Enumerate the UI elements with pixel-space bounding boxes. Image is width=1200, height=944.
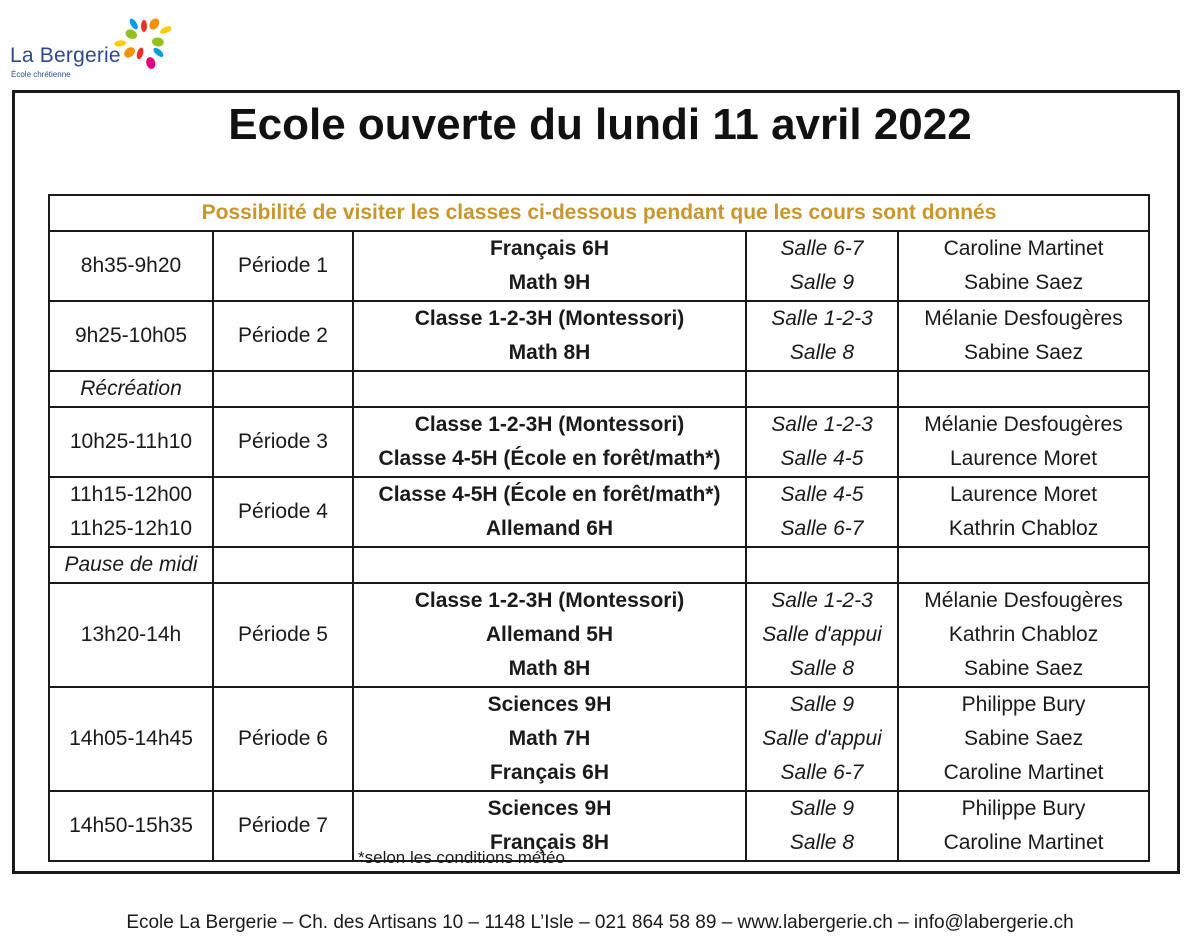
teacher-cell-line: Mélanie Desfougères (924, 589, 1123, 612)
teacher-cell (898, 407, 1149, 477)
teacher-cell-line: Sabine Saez (963, 657, 1084, 680)
teacher-cell (898, 791, 1149, 861)
room-cell-line: Salle 1-2-3 (771, 413, 873, 436)
banner-row (49, 195, 1149, 231)
room-cell-line: Salle 4-5 (780, 483, 864, 506)
teacher-cell (898, 687, 1149, 791)
logo-petal (122, 45, 137, 60)
time-cell (49, 687, 213, 791)
room-cell (746, 407, 898, 477)
time-cell-line: 14h50-15h35 (69, 814, 193, 837)
break-label: Pause de midi (49, 547, 213, 583)
teacher-cell-line: Laurence Moret (949, 447, 1098, 470)
logo-petal (147, 17, 161, 32)
page-title: Ecole ouverte du lundi 11 avril 2022 (228, 100, 972, 149)
empty-cell (213, 547, 353, 583)
room-cell-line: Salle 8 (789, 831, 855, 854)
time-cell-line: 14h05-14h45 (69, 727, 193, 750)
teacher-cell (898, 231, 1149, 301)
time-cell (49, 477, 213, 547)
room-cell-line: Salle 8 (789, 341, 855, 364)
break-label: Récréation (49, 371, 213, 407)
time-cell (49, 407, 213, 477)
room-cell-line: Salle 6-7 (780, 237, 864, 260)
class-cell-line: Classe 4-5H (École en forêt/math*) (378, 483, 721, 506)
class-cell-line: Math 9H (508, 271, 591, 294)
teacher-cell-line: Philippe Bury (961, 797, 1086, 820)
teacher-cell-line: Sabine Saez (963, 271, 1084, 294)
break-row (49, 547, 1149, 583)
banner-text: Possibilité de visiter les classes ci-dessous pendant que les cours sont donnés (49, 195, 1149, 231)
logo-petal (151, 37, 164, 48)
room-cell-line: Salle 6-7 (780, 517, 864, 540)
logo-petal (145, 56, 157, 70)
time-cell-line: 11h25-12h10 (69, 517, 193, 540)
class-cell-line: Math 7H (508, 727, 591, 750)
teacher-cell-line: Philippe Bury (961, 693, 1086, 716)
teacher-cell-line: Caroline Martinet (943, 237, 1104, 260)
time-cell (49, 231, 213, 301)
empty-cell (898, 371, 1149, 407)
time-cell-line: 11h15-12h00 (69, 483, 193, 506)
class-cell-line: Classe 1-2-3H (Montessori) (414, 307, 685, 330)
room-cell (746, 477, 898, 547)
teacher-cell (898, 477, 1149, 547)
room-cell-line: Salle 6-7 (780, 761, 864, 784)
room-cell (746, 791, 898, 861)
room-cell-line: Salle 1-2-3 (771, 307, 873, 330)
class-cell-line: Allemand 6H (485, 517, 614, 540)
teacher-cell-line: Laurence Moret (949, 483, 1098, 506)
period-cell: Période 7 (213, 791, 353, 861)
class-cell-line: Math 8H (508, 657, 591, 680)
class-cell (353, 477, 746, 547)
weather-note: *selon les conditions météo (358, 848, 565, 867)
teacher-cell-line: Kathrin Chabloz (948, 623, 1099, 646)
footer-contact: Ecole La Bergerie – Ch. des Artisans 10 – 1148 L’Isle – 021 864 58 89 – www.labergerie.ch – info@labergerie.ch (126, 912, 1074, 933)
class-cell-line: Classe 4-5H (École en forêt/math*) (378, 447, 721, 470)
teacher-cell-line: Sabine Saez (963, 727, 1084, 750)
class-cell-line: Français 8H (489, 831, 610, 854)
empty-cell (213, 371, 353, 407)
time-cell (49, 583, 213, 687)
logo-name: La Bergerie (10, 44, 121, 67)
class-cell (353, 301, 746, 371)
room-cell (746, 301, 898, 371)
period-cell: Période 6 (213, 687, 353, 791)
time-cell-line: 9h25-10h05 (74, 324, 188, 347)
time-cell-line: 13h20-14h (80, 623, 182, 646)
class-cell-line: Allemand 5H (485, 623, 614, 646)
room-cell-line: Salle d'appui (762, 623, 882, 646)
empty-cell (353, 547, 746, 583)
class-cell-line: Classe 1-2-3H (Montessori) (414, 589, 685, 612)
period-cell: Période 5 (213, 583, 353, 687)
period-cell: Période 2 (213, 301, 353, 371)
logo-petal (136, 47, 145, 60)
period-row (49, 583, 1149, 687)
teacher-cell-line: Sabine Saez (963, 341, 1084, 364)
time-cell-line: 10h25-11h10 (69, 430, 193, 453)
period-row (49, 231, 1149, 301)
teacher-cell (898, 301, 1149, 371)
room-cell-line: Salle 8 (789, 657, 855, 680)
class-cell-line: Math 8H (508, 341, 591, 364)
time-cell-line: 8h35-9h20 (80, 254, 182, 277)
empty-cell (746, 371, 898, 407)
logo-petal (128, 17, 140, 30)
empty-cell (746, 547, 898, 583)
period-row (49, 407, 1149, 477)
logo-subtitle: École chrétienne (11, 70, 71, 79)
period-row (49, 791, 1149, 861)
class-cell (353, 407, 746, 477)
class-cell (353, 583, 746, 687)
room-cell-line: Salle 1-2-3 (771, 589, 873, 612)
empty-cell (898, 547, 1149, 583)
time-cell (49, 791, 213, 861)
empty-cell (353, 371, 746, 407)
class-cell (353, 231, 746, 301)
teacher-cell-line: Caroline Martinet (943, 831, 1104, 854)
period-row (49, 477, 1149, 547)
class-cell-line: Sciences 9H (487, 693, 612, 716)
class-cell-line: Français 6H (489, 761, 610, 784)
period-cell: Période 4 (213, 477, 353, 547)
break-row (49, 371, 1149, 407)
room-cell-line: Salle 4-5 (780, 447, 864, 470)
room-cell-line: Salle 9 (789, 693, 855, 716)
class-cell-line: Sciences 9H (487, 797, 612, 820)
logo-petal (152, 46, 165, 58)
schedule-table (48, 194, 1150, 862)
period-cell: Période 1 (213, 231, 353, 301)
logo-petal (124, 28, 139, 41)
room-cell (746, 583, 898, 687)
class-cell (353, 687, 746, 791)
teacher-cell-line: Mélanie Desfougères (924, 307, 1123, 330)
class-cell-line: Français 6H (489, 237, 610, 260)
period-row (49, 301, 1149, 371)
room-cell-line: Salle d'appui (762, 727, 882, 750)
room-cell (746, 231, 898, 301)
room-cell-line: Salle 9 (789, 797, 855, 820)
room-cell-line: Salle 9 (789, 271, 855, 294)
class-cell-line: Classe 1-2-3H (Montessori) (414, 413, 685, 436)
room-cell (746, 687, 898, 791)
teacher-cell-line: Mélanie Desfougères (924, 413, 1123, 436)
teacher-cell-line: Kathrin Chabloz (948, 517, 1099, 540)
period-cell: Période 3 (213, 407, 353, 477)
logo-petal (141, 20, 147, 32)
logo-petal (159, 25, 172, 35)
teacher-cell (898, 583, 1149, 687)
time-cell (49, 301, 213, 371)
period-row (49, 687, 1149, 791)
teacher-cell-line: Caroline Martinet (943, 761, 1104, 784)
school-logo (10, 10, 180, 82)
